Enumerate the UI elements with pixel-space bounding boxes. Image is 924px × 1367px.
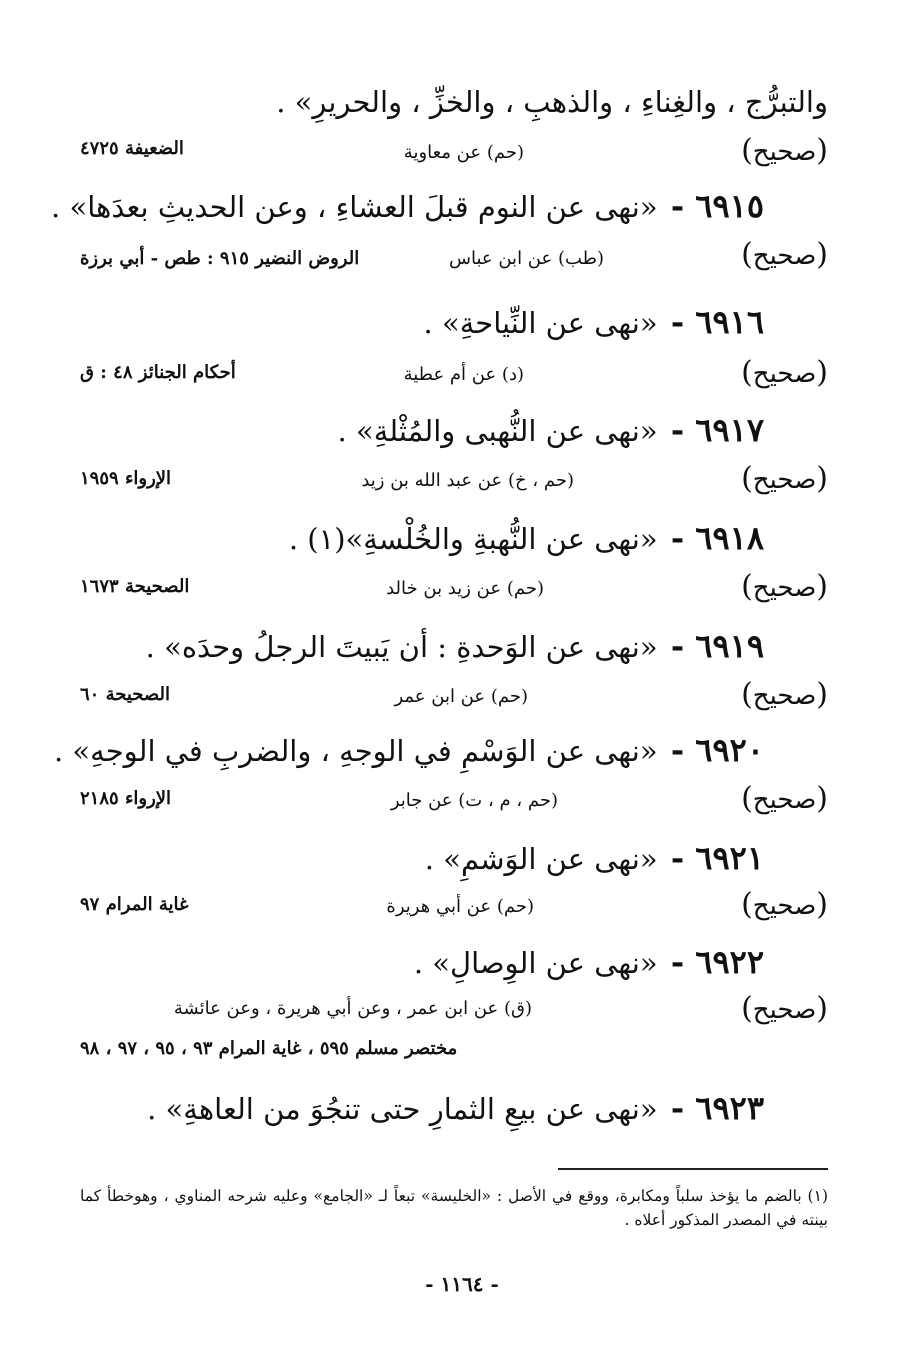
reference-line: الإرواء ١٩٥٩	[80, 468, 172, 489]
hadith-text	[51, 186, 764, 227]
reference-line: أحكام الجنائز ٤٨ : ق	[80, 362, 236, 383]
hadith-text	[338, 410, 764, 451]
hadith-number: ٦٩٢٠ -	[670, 731, 764, 769]
hadith-body: «نهى عن الوَشمِ» .	[424, 842, 658, 876]
hadith-text	[289, 518, 764, 559]
hadith-number: ٦٩١٩ -	[670, 627, 764, 665]
source-line: (د) عن أم عطية	[403, 364, 524, 385]
grade-label: (صحيح)	[741, 569, 828, 604]
source-line: (حم) عن ابن عمر	[394, 686, 528, 707]
page-number: - ١١٦٤ -	[425, 1272, 499, 1296]
footnote-separator	[558, 1168, 828, 1170]
source-line: (حم ، م ، ت) عن جابر	[390, 790, 558, 811]
hadith-number: ٦٩١٨ -	[670, 519, 764, 557]
hadith-text	[146, 626, 764, 667]
grade-label: (صحيح)	[741, 355, 828, 390]
hadith-body: «نهى عن النوم قبلَ العشاءِ ، وعن الحديثِ بعدَها» .	[51, 190, 658, 224]
source-line: (حم) عن معاوية	[403, 142, 524, 163]
hadith-text	[147, 1088, 764, 1129]
grade-label: (صحيح)	[741, 237, 828, 272]
reference-line: الضعيفة ٤٧٢٥	[80, 138, 184, 159]
hadith-body: «نهى عن الوِصالِ» .	[413, 946, 658, 980]
hadith-number: ٦٩١٧ -	[670, 411, 764, 449]
reference-line: مختصر مسلم ٥٩٥ ، غاية المرام ٩٣ ، ٩٥ ، ٩٧ ، ٩٨	[80, 1038, 458, 1059]
hadith-number: ٦٩٢٢ -	[670, 943, 764, 981]
source-line: (حم ، خ) عن عبد الله بن زيد	[361, 470, 574, 491]
hadith-body: «نهى عن بيعِ الثمارِ حتى تنجُوَ من العاهةِ» .	[147, 1092, 658, 1126]
grade-label: (صحيح)	[741, 991, 828, 1026]
hadith-body: «نهى عن النِّياحةِ» .	[423, 306, 658, 340]
source-line: (ق) عن ابن عمر ، وعن أبي هريرة ، وعن عائشة	[173, 998, 532, 1019]
grade-label: (صحيح)	[741, 133, 828, 168]
source-line: (حم) عن أبي هريرة	[386, 896, 534, 917]
grade-label: (صحيح)	[741, 677, 828, 712]
grade-label: (صحيح)	[741, 781, 828, 816]
hadith-number: ٦٩١٦ -	[670, 303, 764, 341]
hadith-body: «نهى عن النُّهبةِ والخُلْسةِ»(١) .	[288, 522, 658, 556]
hadith-text	[54, 730, 764, 771]
intro-line: والتبرُّج ، والغِناءِ ، والذهبِ ، والخزِّ ، والحريرِ» .	[276, 85, 828, 119]
hadith-body: «نهى عن الوَحدةِ : أن يَبيتَ الرجلُ وحدَه» .	[145, 630, 658, 664]
hadith-text	[414, 942, 764, 983]
hadith-number: ٦٩٢٣ -	[670, 1089, 764, 1127]
grade-label: (صحيح)	[741, 887, 828, 922]
reference-line: الصحيحة ٦٠	[80, 684, 171, 705]
source-line: (حم) عن زيد بن خالد	[386, 578, 544, 599]
hadith-number: ٦٩٢١ -	[670, 839, 764, 877]
grade-label: (صحيح)	[741, 461, 828, 496]
reference-line: غاية المرام ٩٧	[80, 894, 189, 915]
hadith-body: «نهى عن الوَسْمِ في الوجهِ ، والضربِ في الوجهِ» .	[54, 734, 658, 768]
reference-line: الصحيحة ١٦٧٣	[80, 576, 190, 597]
footnote: (١) بالضم ما يؤخذ سلباً ومكابرة، ووقع في الأصل : «الخليسة» تبعاً لـ «الجامع» وعليه شرحه المناوي ، وهوخطأ كما بينته في المصدر المذكور أعلاه .	[80, 1187, 828, 1229]
source-line: (طب) عن ابن عباس	[449, 248, 604, 269]
reference-line: الروض النضير ٩١٥ : طص - أبي برزة	[80, 248, 360, 269]
reference-line: الإرواء ٢١٨٥	[80, 788, 172, 809]
hadith-text	[424, 302, 764, 343]
hadith-body: «نهى عن النُّهبى والمُثْلةِ» .	[337, 414, 658, 448]
hadith-number: ٦٩١٥ -	[670, 187, 764, 225]
hadith-text	[425, 838, 764, 879]
